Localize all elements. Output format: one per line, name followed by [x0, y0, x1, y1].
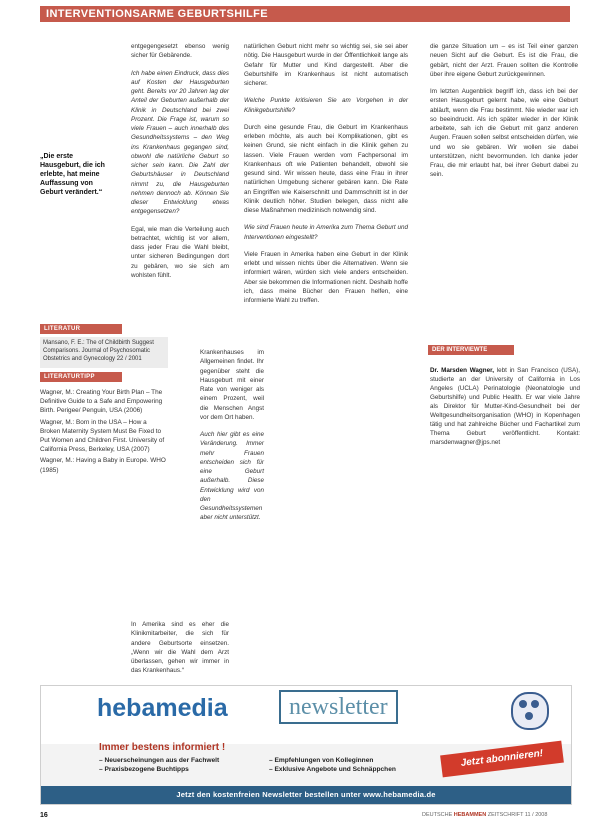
literaturtipp-box: [40, 388, 168, 477]
publication-name: HEBAMMEN: [453, 812, 487, 818]
literatur-entry: Mansano, F. E.: The of Childbirth Suggest Comparisons. Journal of Psychosomatic Obstetrics and Gynecology 22 / 2001: [43, 340, 154, 363]
section-header-bar: [40, 6, 570, 22]
newsletter-ad[interactable]: [40, 685, 572, 805]
ad-footer-link[interactable]: Jetzt den kostenfreien Newsletter bestellen unter www.hebamedia.de: [41, 786, 571, 804]
publication-suffix: ZEITSCHRIFT 11 / 2008: [487, 812, 548, 818]
ad-bullet: – Exklusive Angebote und Schnäppchen: [269, 766, 396, 773]
author-box-heading: DER INTERVIEWTE: [428, 345, 514, 355]
paragraph: In Amerika sind es eher die Klinikmitarbeiter, die sich für andere Geburtsorte einsetzen. „Wenn wir die Wahl dem Arzt überlassen, gehen wir immer in das Krankenhaus.“: [131, 621, 229, 675]
literaturtipp-heading: LITERATURTIPP: [40, 372, 122, 382]
subscribe-badge[interactable]: Jetzt abonnieren!: [440, 741, 564, 778]
paragraph: Egal, wie man die Verteilung auch betrachtet, wichtig ist vor allem, dass jeder Frau die Wahl bleibt, unter sicheren Bedingungen dort zu gebären, wo sie sich am wohlsten fühlt.: [131, 225, 229, 279]
ad-bullet: – Empfehlungen von Kolleginnen: [269, 757, 374, 764]
literaturtipp-entry: Wagner, M.: Having a Baby in Europe. WHO (1985): [40, 457, 166, 474]
ad-bullet: – Praxisbezogene Buchtipps: [99, 766, 189, 773]
section-title: INTERVENTIONSARME GEBURTSHILFE: [46, 8, 269, 20]
paragraph: Durch eine gesunde Frau, die Geburt im Krankenhaus erleben möchte, als auch bei Komplikationen, gibt es keinen Grund, sie nicht einfach in die Klinik gehen zu lassen. Viele Frauen werden vom Fachpersonal im Krankenhaus oft wie Patienten behandelt, obwohl sie gesund sind. Wir wissen heute, dass eine Frau in ihrer natürlichen Umgebung sicherer gebären kann. Die Rate an Eingriffen wie Kaiserschnitt und Dammschnitt ist in der Klinik deutlich höher. Studien belegen, dass nicht alle diese Maßnahmen medizinisch notwendig sind.: [244, 123, 408, 214]
paragraph: die ganze Situation um – es ist Teil einer ganzen neuen Sicht auf die Geburt. Es ist die Frau, die gebärt, nicht der Arzt. Frauen sollten die Kontrolle über ihre eigene Geburt zurückgewinnen.: [430, 43, 578, 78]
ad-bullets-right: [269, 756, 396, 774]
publication-prefix: DEUTSCHE: [422, 812, 453, 818]
interview-question: Wie sind Frauen heute in Amerika zum Thema Geburt und Interventionen eingestellt?: [244, 224, 408, 241]
literaturtipp-entry: Wagner, M.: Born in the USA – How a Broken Maternity System Must Be Fixed to Put Women and Children First. University of California Press, Berkeley, USA (2007): [40, 418, 165, 454]
ad-bullets-left: [99, 756, 219, 774]
literatur-heading: LITERATUR: [40, 324, 122, 334]
publication-footer: [422, 812, 547, 818]
interview-question: Ich habe einen Eindruck, dass dies auf Kosten der Hausgeburten geht. Bereits vor 20 Jahren lag der Anteil der Geburten außerhalb der Klinik in Deutschland bei zwei Prozent. Die Frage ist, warum so viele Frauen – auch innerhalb des Gesundheitssystems – den Weg ins Krankenhaus gegangen sind, obwohl die natürliche Geburt so sicher sein kann. Die Zahl der Geburtshäuser in Deutschland nimmt zu, die Hausgeburten nehmen dennoch ab. Können Sie dieser Entwicklung etwas entgegensetzen?: [131, 69, 229, 216]
paragraph: entgegengesetzt ebenso wenig sicher für Gebärende.: [131, 43, 229, 60]
article-column-2: [244, 42, 408, 305]
ad-headline: Immer bestens informiert !: [99, 742, 226, 753]
interview-question: Auch hier gibt es eine Veränderung. Immer mehr Frauen entscheiden sich für eine Geburt außerhalb. Diese Entwicklung wird von den Gesundheitssystemen aber nicht unterstützt.: [200, 431, 264, 522]
author-bio: [430, 366, 580, 447]
ad-bullet: – Neuerscheinungen aus der Fachwelt: [99, 757, 220, 764]
paragraph: Viele Frauen in Amerika haben eine Geburt in der Klinik erlebt und wissen nichts über die Alternativen. Wenn sie informiert wären, würden sich viele anders entscheiden. Aber sie bekommen die Informationen nicht. Deshalb hoffe ich, dass meine Bücher den Frauen helfen, eine informierte Wahl zu treffen.: [244, 250, 408, 304]
hebamedia-logo: [97, 694, 228, 723]
article-column-1: [131, 42, 229, 280]
article-column-narrow: [200, 348, 264, 523]
literaturtipp-entry: Wagner, M.: Creating Your Birth Plan – The Definitive Guide to a Safe and Empowering Birth. Perigee/ Penguin, USA (2006): [40, 389, 163, 415]
author-bio-text: lebt in San Francisco (USA), studierte an der University of California in Los Angeles (UCLA) Perinatologie (Neonatologie und Geburtshilfe) und Public Health. Er war viele Jahre als Direktor für Mutter-Kind-Gesundheit bei der Weltgesundheitsorganisation (WHO) in Kopenhagen tätig und hat zahlreiche Bücher und Fachartikel zum Thema Geburt veröffentlicht. Kontakt: marsdenwagner@jps.net: [430, 367, 580, 446]
literatur-box: [40, 337, 168, 368]
paragraph: Im letzten Augenblick begriff ich, dass ich bei der ersten Hausgeburt gelernt habe, wie eine Geburt abläuft, wenn die Frau bestimmt. Nie wieder war ich so beeindruckt. Als ich später wieder in der Klinik arbeitete, sah ich die Geburt mit ganz anderen Augen. Frauen sollen selbst entscheiden dürfen, wie und wo sie gebären. Wir wollen sie dabei unterstützen, nicht bevormunden. Ich danke jeder Frau, die mir erlaubt hat, bei ihrer Geburt dabei zu sein.: [430, 88, 578, 179]
pull-quote: „Die erste Hausgeburt, die ich erlebte, hat meine Auffassung von Geburt verändert.“: [40, 153, 105, 196]
newsletter-wordmark: newsletter: [279, 690, 398, 724]
interview-question: Welche Punkte kritisieren Sie am Vorgehen in der Klinikgeburtshilfe?: [244, 97, 408, 114]
author-name: Dr. Marsden Wagner,: [430, 367, 494, 374]
page-number: 16: [40, 812, 48, 819]
hebamedia-emblem-icon: [511, 692, 549, 730]
logo-text: hebamedia: [97, 694, 228, 722]
paragraph: Krankenhauses im Allgemeinen findet. Ihr gegenüber steht die Hausgeburt mit einer Rate von weniger als einem Prozent, weil die Menschen Angst vor dem Ort haben.: [200, 349, 264, 421]
article-column-3: [430, 42, 578, 180]
paragraph: natürlichen Geburt nicht mehr so wichtig sei, sie sei aber nötig. Die Hausgeburt wurde in der Öffentlichkeit lange als Gefahr für Mutter und Kind dargestellt. Aber die Geburtshilfe im Krankenhaus ist nicht automatisch sicherer.: [244, 43, 408, 87]
article-column-1-bottom: [131, 620, 229, 676]
